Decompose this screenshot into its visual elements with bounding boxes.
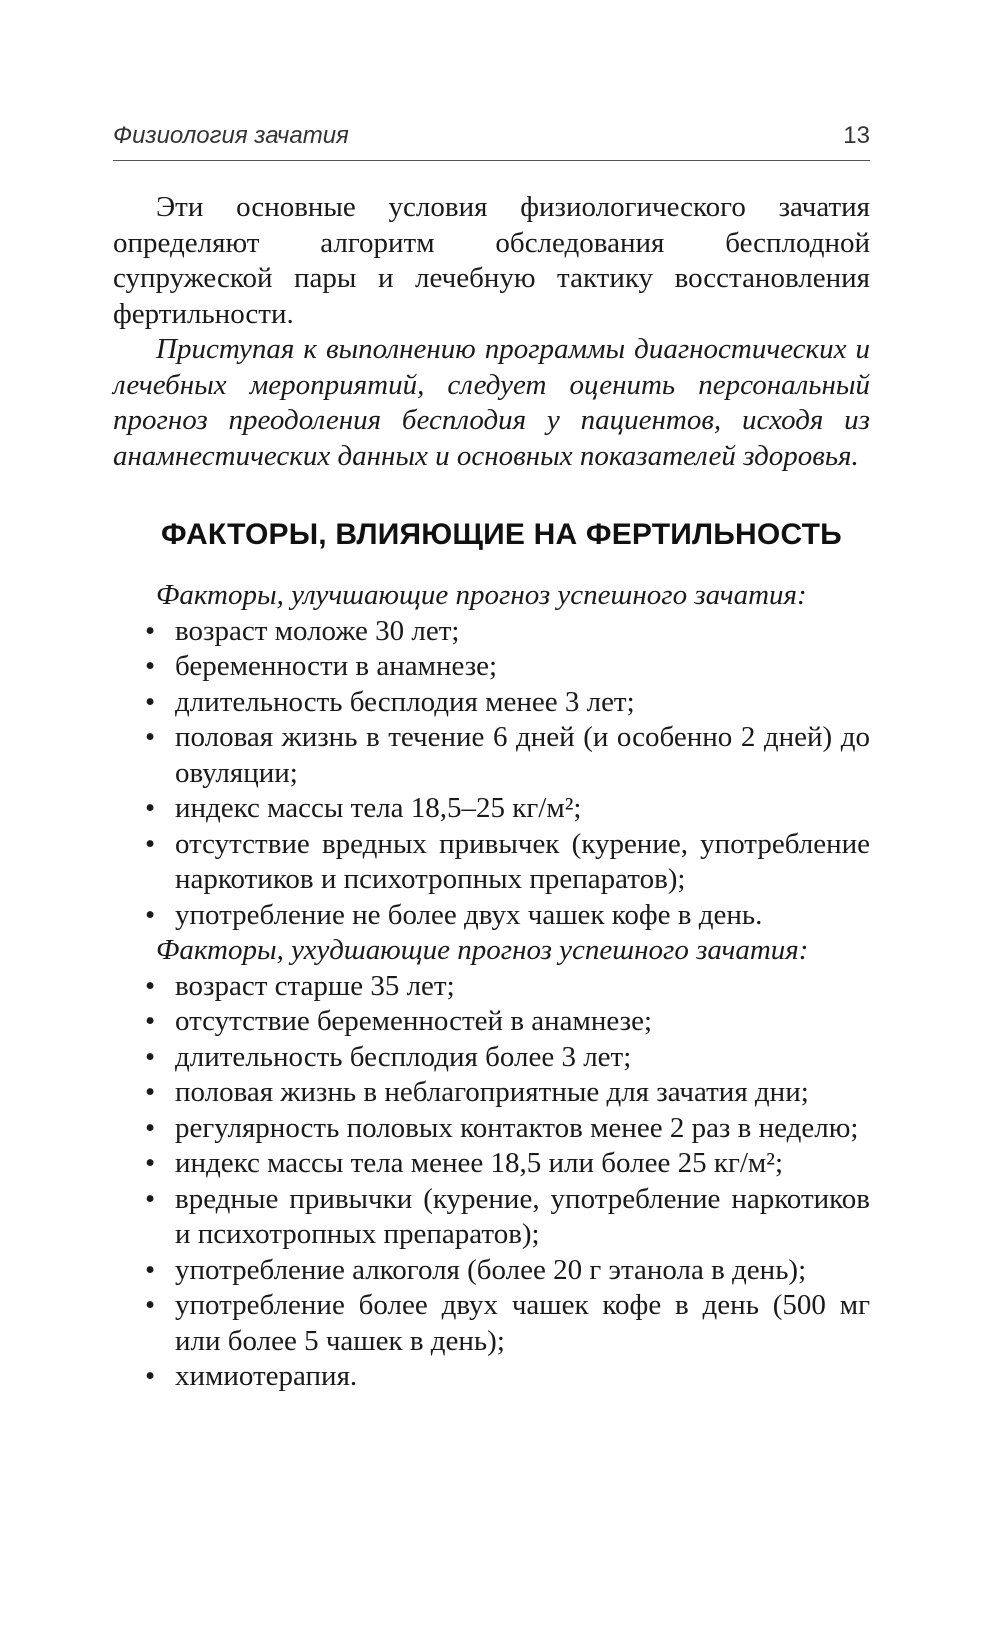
bullet-icon: • — [145, 1253, 156, 1286]
list-item — [113, 1040, 870, 1076]
intro-paragraph-2: Приступая к выполнению программы диагностических и лечебных мероприятий, следует оценить персональный прогноз преодоления бесплодия у пациентов, исходя из анамнестических данных и основных показателей здоровья. — [113, 333, 870, 472]
list-item-text: возраст моложе 30 лет; — [175, 614, 460, 647]
list-item — [113, 1359, 870, 1395]
list-item-text: химиотерапия. — [175, 1360, 358, 1392]
list-item-text: употребление не более двух чашек кофе в день. — [175, 898, 763, 931]
running-title: Физиология зачатия — [113, 122, 349, 149]
improving-factors-lead: Факторы, улучшающие прогноз успешного зачатия: — [156, 579, 807, 611]
list-item — [113, 791, 870, 827]
list-item — [113, 1288, 870, 1359]
worsening-factors-list — [113, 969, 870, 1395]
list-item-text: отсутствие вредных привычек (курение, употребление наркотиков и психотропных препаратов); — [175, 827, 870, 895]
list-item — [113, 1182, 870, 1253]
bullet-icon: • — [145, 1289, 156, 1321]
list-item-text: половая жизнь в неблагоприятные для зачатия дни; — [175, 1076, 809, 1108]
bullet-icon: • — [145, 1182, 156, 1215]
list-item-text: возраст старше 35 лет; — [175, 969, 455, 1002]
list-item-text: индекс массы тела менее 18,5 или более 25 кг/м²; — [175, 1147, 784, 1179]
bullet-icon: • — [145, 1040, 156, 1073]
list-item — [113, 827, 870, 898]
list-item-text: половая жизнь в течение 6 дней (и особенно 2 дней) до овуляции; — [175, 721, 870, 789]
bullet-icon: • — [145, 792, 156, 824]
list-item — [113, 720, 870, 791]
bullet-icon: • — [145, 685, 156, 718]
list-item-text: индекс массы тела 18,5–25 кг/м²; — [175, 792, 582, 824]
list-item — [113, 1253, 870, 1289]
section-heading: ФАКТОРЫ, ВЛИЯЮЩИЕ НА ФЕРТИЛЬНОСТЬ — [161, 518, 842, 551]
list-item — [113, 1146, 870, 1182]
list-item-text: беременности в анамнезе; — [175, 650, 498, 682]
list-item-text: регулярность половых контактов менее 2 раз в неделю; — [175, 1111, 859, 1144]
running-header — [113, 112, 870, 161]
bullet-icon: • — [145, 650, 156, 682]
list-item-text: употребление более двух чашек кофе в день (500 мг или более 5 чашек в день); — [175, 1289, 870, 1357]
list-item-text: отсутствие беременностей в анамнезе; — [175, 1005, 653, 1037]
list-item — [113, 1111, 870, 1147]
list-item — [113, 649, 870, 685]
bullet-icon: • — [145, 827, 156, 860]
bullet-icon: • — [145, 721, 156, 753]
list-item — [113, 969, 870, 1005]
list-item — [113, 614, 870, 650]
list-item — [113, 1075, 870, 1111]
bullet-icon: • — [145, 1360, 156, 1392]
list-item-text: длительность бесплодия более 3 лет; — [175, 1040, 632, 1073]
worsening-factors-lead: Факторы, ухудшающие прогноз успешного зачатия: — [156, 934, 809, 966]
list-item — [113, 685, 870, 721]
list-item-text: употребление алкоголя (более 20 г этанола в день); — [175, 1253, 807, 1286]
list-item — [113, 1004, 870, 1040]
bullet-icon: • — [145, 898, 156, 931]
bullet-icon: • — [145, 1111, 156, 1144]
page-number: 13 — [843, 122, 870, 149]
bullet-icon: • — [145, 1076, 156, 1108]
bullet-icon: • — [145, 1147, 156, 1179]
improving-factors-list — [113, 614, 870, 934]
list-item-text: вредные привычки (курение, употребление наркотиков и психотропных препаратов); — [175, 1182, 870, 1250]
intro-paragraph-1: Эти основные условия физиологического зачатия определяют алгоритм обследования бесплодной супружеской пары и лечебную тактику восстановления фертильности. — [113, 191, 870, 330]
bullet-icon: • — [145, 969, 156, 1002]
bullet-icon: • — [145, 614, 156, 647]
bullet-icon: • — [145, 1005, 156, 1037]
list-item — [113, 898, 870, 934]
list-item-text: длительность бесплодия менее 3 лет; — [175, 685, 635, 718]
page-body — [113, 190, 870, 1395]
